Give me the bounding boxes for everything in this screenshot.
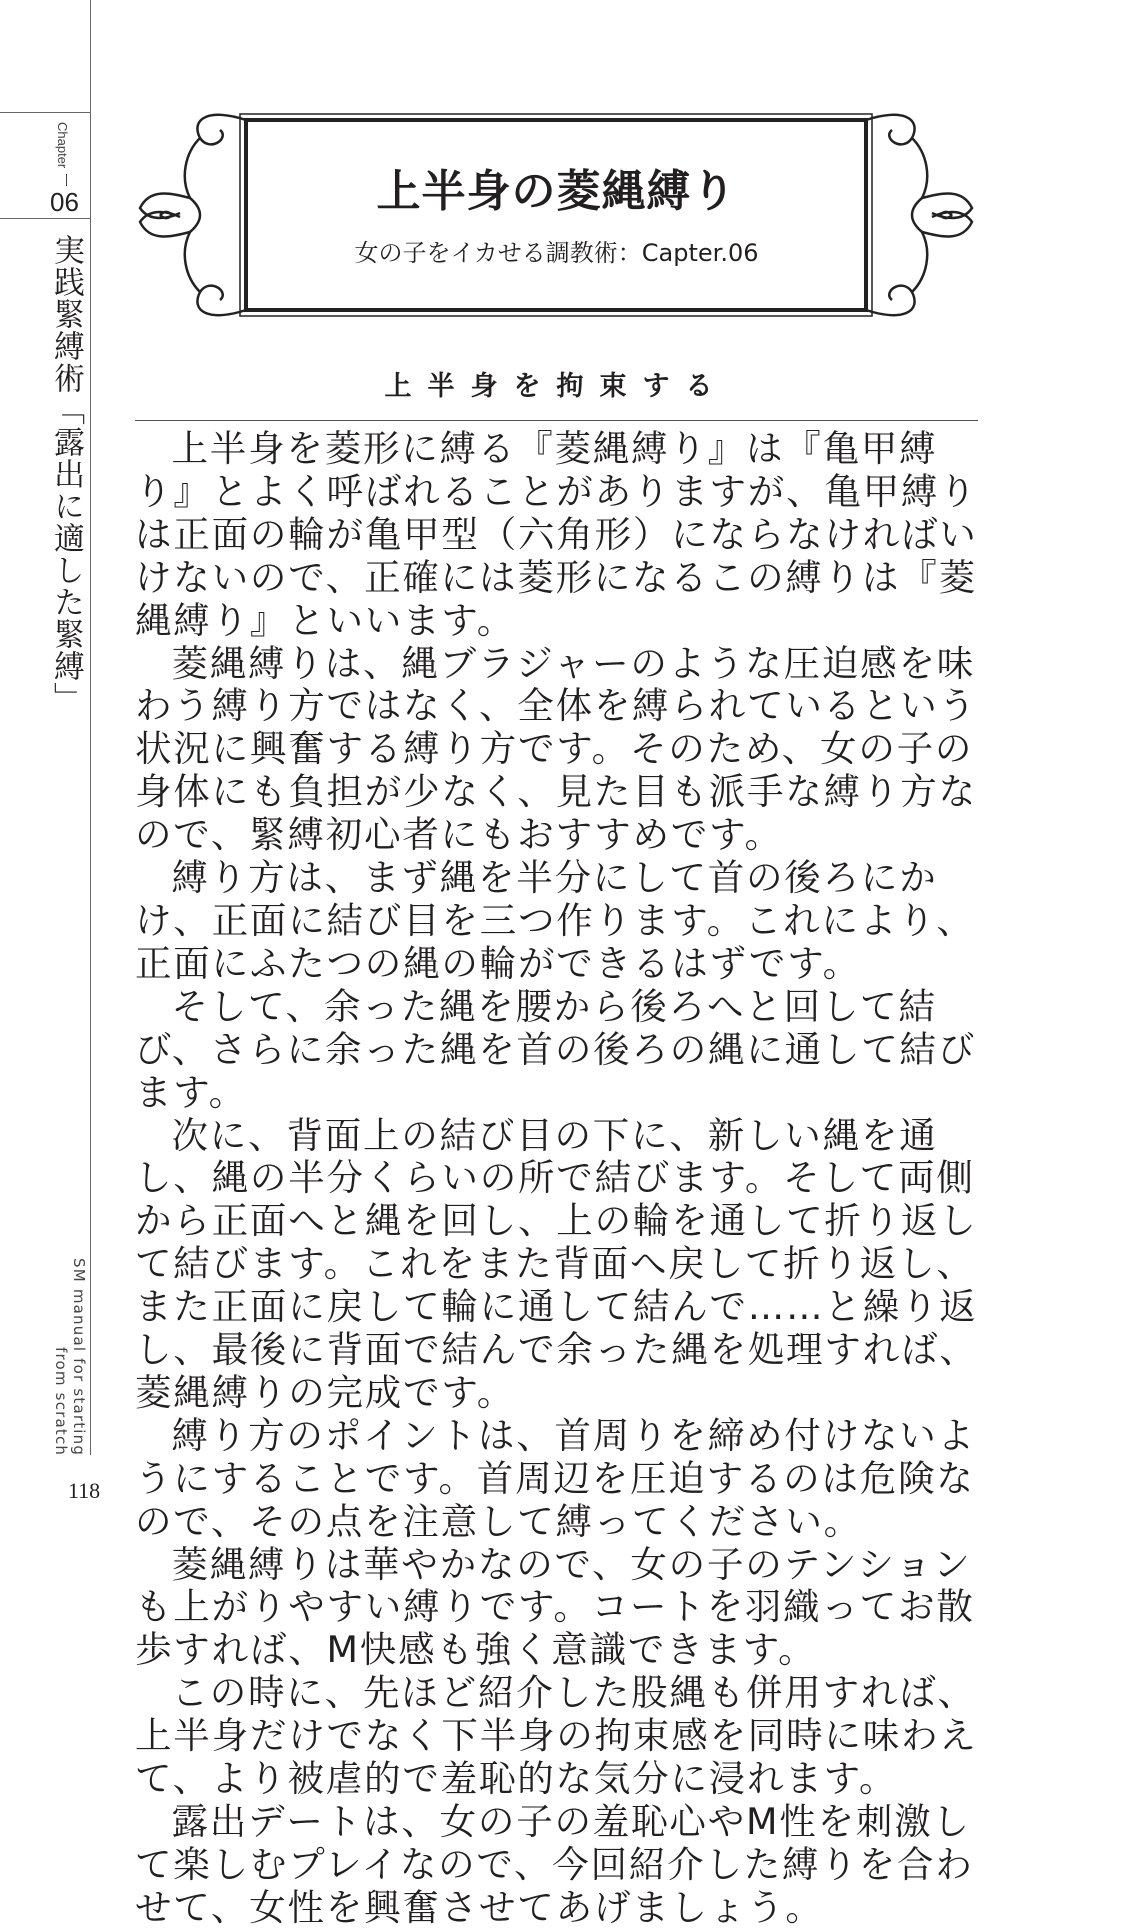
page-title: 上半身の菱縄縛り xyxy=(376,166,737,217)
chapter-number: 06 xyxy=(50,187,79,217)
paragraph: この時に、先ほど紹介した股縄も併用すれば、上半身だけでなく下半身の拘束感を同時に味わえて、より被虐的で羞恥的な気分に浸れます。 xyxy=(135,1671,978,1801)
sidebar-rule-top xyxy=(0,112,90,113)
section-rule xyxy=(135,420,978,421)
paragraph: 菱縄縛りは、縄ブラジャーのような圧迫感を味わう縛り方ではなく、全体を縛られているという状況に興奮する縛り方です。そのため、女の子の身体にも負担が少なく、見た目も派手な縛り方なので、緊縛初心者にもおすすめです。 xyxy=(135,641,977,857)
page-number: 118 xyxy=(68,1478,101,1503)
page-subtitle: 女の子をイカせる調教術：Capter.06 xyxy=(354,239,759,267)
section-heading: 上半身を拘束する xyxy=(384,371,729,402)
sidebar-divider xyxy=(90,0,91,1455)
paragraph: 上半身を菱形に縛る『菱縄縛り』は『亀甲縛り』とよく呼ばれることがありますが、亀甲縛りは正面の輪が亀甲型（六角形）にならなければいけないので、正確には菱形になるこの縛りは『菱縄縛り』といいます。 xyxy=(135,427,978,642)
paragraph: 菱縄縛りは華やかなので、女の子のテンションも上がりやすい縛りです。コートを羽織ってお散歩すれば、M快感も強く意識できます。 xyxy=(135,1542,975,1672)
chapter-separator xyxy=(66,174,67,186)
book-title-en: SM manual for starting from scratch xyxy=(52,1257,88,1456)
sidebar-rule-bottom xyxy=(0,218,90,219)
chapter-title: 実践緊縛術「露出に適した緊縛」 xyxy=(48,234,84,714)
paragraph: そして、余った縄を腰から後ろへと回して結び、さらに余った縄を首の後ろの縄に通して結びます。 xyxy=(135,984,977,1114)
paragraph: 次に、背面上の結び目の下に、新しい縄を通し、縄の半分くらいの所で結びます。そして両側から正面へと縄を回し、上の輪を通して折り返して結びます。これをまた背面へ戻して折り返し、また正面に戻して輪に通して結んで……と繰り返し、最後に背面で結んで余った縄を処理すれば、菱縄縛りの完成です。 xyxy=(135,1113,978,1414)
body-text xyxy=(135,428,985,1930)
paragraph: 縛り方は、まず縄を半分にして首の後ろにかけ、正面に結び目を三つ作ります。これにより、正面にふたつの縄の輪ができるはずです。 xyxy=(135,856,975,985)
chapter-label: Chapter xyxy=(55,122,70,169)
paragraph: 縛り方のポイントは、首周りを締め付けないようにすることです。首周辺を圧迫するのは危険なので、その点を注意して縛ってください。 xyxy=(135,1413,976,1543)
paragraph: 露出デートは、女の子の羞恥心やM性を刺激して楽しむプレイなので、今回紹介した縛りを合わせて、女性を興奮させてあげましょう。 xyxy=(135,1800,974,1929)
